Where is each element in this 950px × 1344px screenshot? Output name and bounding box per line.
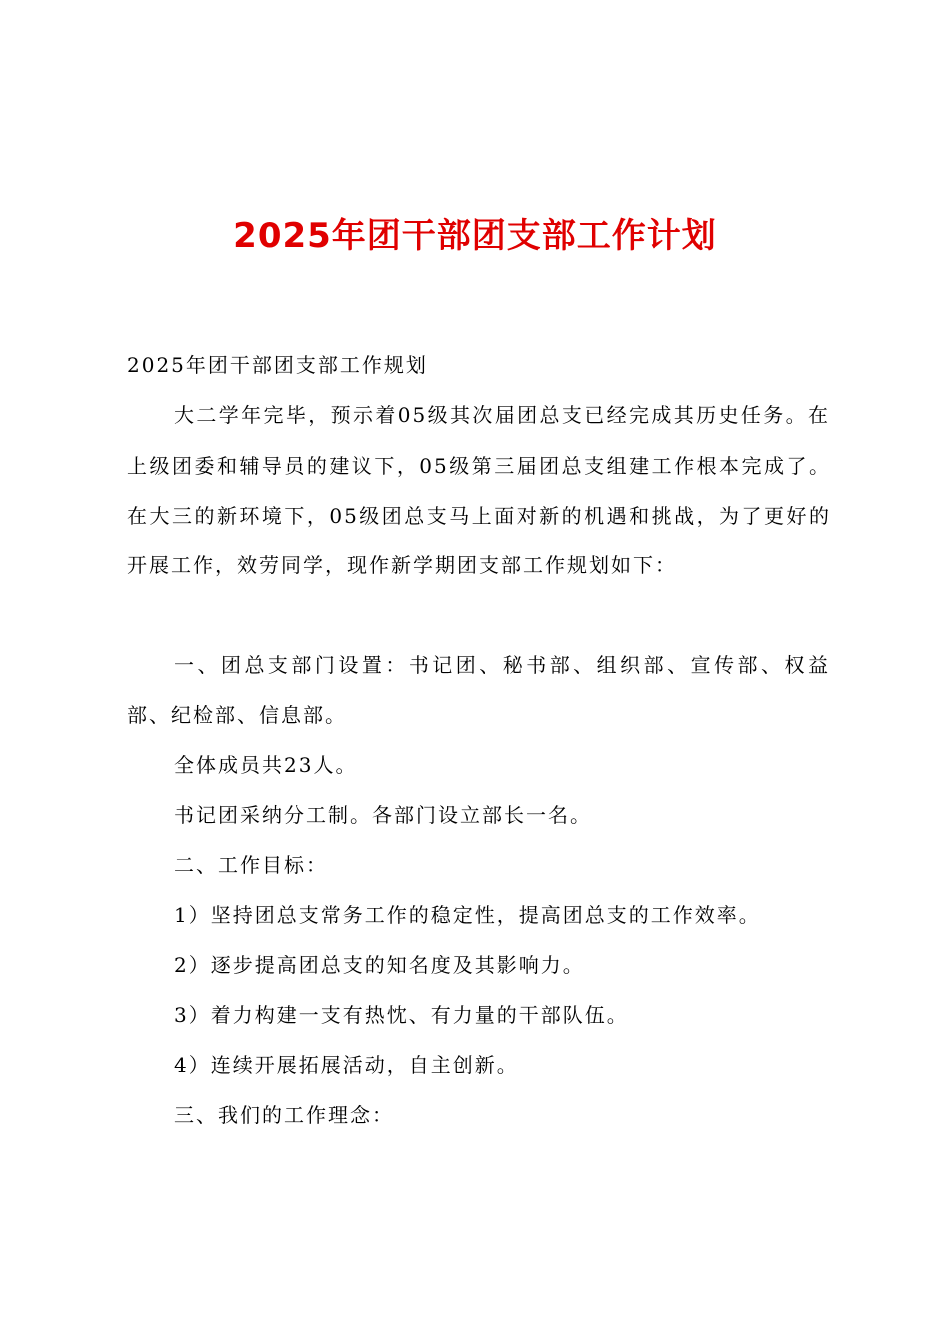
section1-line-1: 一、团总支部门设置：书记团、秘书部、组织部、宣传部、权益 <box>174 653 830 677</box>
goal-item-3: 3）着力构建一支有热忱、有力量的干部队伍。 <box>174 1003 629 1027</box>
intro-paragraph-line-1: 大二学年完毕，预示着05级其次届团总支已经完成其历史任务。在 <box>174 403 830 427</box>
goal-item-2: 2）逐步提高团总支的知名度及其影响力。 <box>174 953 585 977</box>
section1-line-2: 部、纪检部、信息部。 <box>127 703 347 727</box>
section3-heading: 三、我们的工作理念： <box>174 1103 394 1127</box>
document-subtitle: 2025年团干部团支部工作规划 <box>127 353 428 377</box>
goal-item-4: 4）连续开展拓展活动，自主创新。 <box>174 1053 519 1077</box>
division-text: 书记团采纳分工制。各部门设立部长一名。 <box>174 803 592 827</box>
section2-heading: 二、工作目标： <box>174 853 328 877</box>
members-count-text: 全体成员共23人。 <box>174 753 358 777</box>
intro-paragraph-line-4: 开展工作，效劳同学，现作新学期团支部工作规划如下： <box>127 553 677 577</box>
intro-paragraph-line-3: 在大三的新环境下，05级团总支马上面对新的机遇和挑战，为了更好的 <box>127 504 831 528</box>
goal-item-1: 1）坚持团总支常务工作的稳定性，提高团总支的工作效率。 <box>174 903 761 927</box>
intro-paragraph-line-2: 上级团委和辅导员的建议下，05级第三届团总支组建工作根本完成了。 <box>127 454 831 478</box>
document-title: 2025年团干部团支部工作计划 <box>233 216 717 256</box>
